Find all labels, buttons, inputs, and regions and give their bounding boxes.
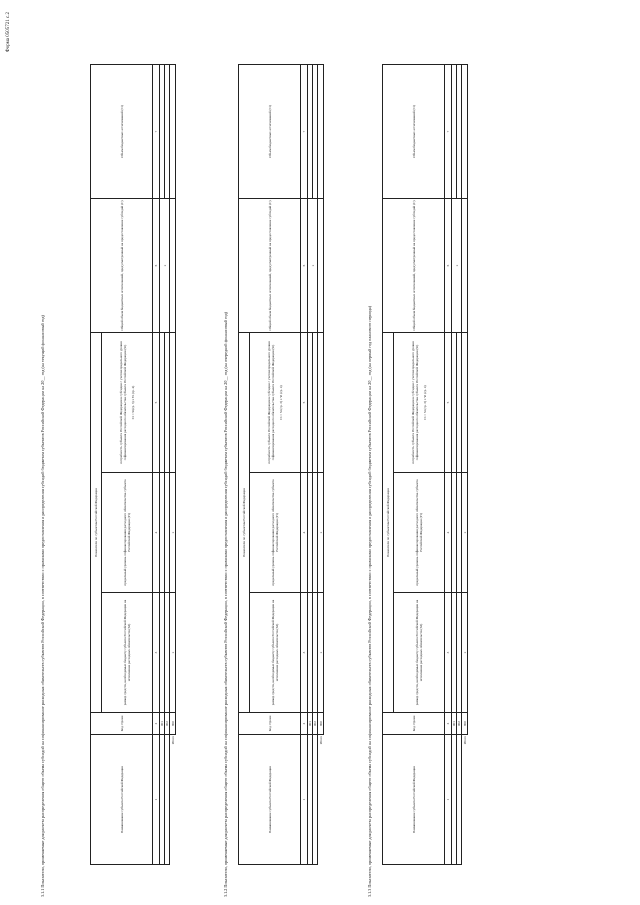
col-num: 7 — [153, 65, 160, 199]
cell-x: x — [170, 593, 176, 713]
total-label: Итого — [319, 736, 324, 745]
col-num: 6 — [153, 199, 160, 333]
section-title-3-1-1: 3.1.1 Показатели, применяемые для расчета распределения общего объема субсидий на софинансирование расходных обязательств субъектов Российской Федерации, в соответствии с правилами предоставления и распределения субсидий бюджетам субъектов Российской Федерации на 20__ год (на текущий финансовый год) — [40, 315, 45, 897]
total-code: 900 — [170, 713, 176, 735]
col-num: 5 — [153, 333, 160, 473]
cell-x: x — [170, 473, 176, 593]
total-row — [170, 65, 176, 865]
total-code: 900 — [462, 713, 468, 735]
col-header-c3: размер средств, необходимых бюджету субъекта Российской Федерации на исполнение расходных обязательств (Sd) — [394, 593, 445, 713]
col-num: 6 — [301, 199, 308, 333]
col-header-code: Код строки — [383, 713, 445, 735]
col-header-c4: предельный уровень софинансирования расходного обязательства субъекта Российской Федерации (Yi) — [394, 473, 445, 593]
cell — [462, 199, 468, 333]
table-3-1-2 — [238, 64, 324, 865]
col-num: 7 — [301, 65, 308, 199]
form-code: Форма 0505721 с.2 — [6, 12, 11, 53]
col-num: 2 — [445, 713, 452, 735]
col-header-c5-text: потребность субъекта Российской Федерации в субсидии с учетом предельного уровня софинансирования расходного обязательства субъекта Российской Федерации (Si) — [411, 341, 419, 464]
col-header-c3: размер средств, необходимых бюджету субъекта Российской Федерации на исполнение расходных обязательств (Sd) — [250, 593, 301, 713]
col-header-c6: Общий объем бюджетных ассигнований, предусмотренный на предоставление субсидий (C) — [239, 199, 301, 333]
col-header-c4: предельный уровень софинансирования расходного обязательства субъекта Российской Федерации (Yi) — [250, 473, 301, 593]
total-label: Итого — [171, 736, 176, 745]
col-header-group: Показатели по субъектам Российской Федерации — [383, 333, 394, 713]
cell-x: x — [462, 473, 468, 593]
col-header-c5 — [102, 333, 153, 473]
col-num: 4 — [153, 473, 160, 593]
col-header-c5-formula: Ci = Si(гр. 3) x Yi (гр. 4) — [131, 385, 135, 420]
col-num: 2 — [153, 713, 160, 735]
row-code: 001 — [308, 713, 313, 735]
col-header-c7: Объем бюджетных ассигнований (Ci) — [239, 65, 301, 199]
cell-x: x — [160, 199, 170, 333]
col-header-c3: размер средств, необходимых бюджету субъекта Российской Федерации на исполнение расходных обязательств (Sd) — [102, 593, 153, 713]
col-header-code: Код строки — [239, 713, 301, 735]
cell-x: x — [318, 473, 324, 593]
cell — [462, 65, 468, 199]
col-header-group: Показатели по субъектам Российской Федерации — [91, 333, 102, 713]
col-header-code: Код строки — [91, 713, 153, 735]
row-code: 002 — [313, 713, 318, 735]
col-header-c5-formula: Ci = Si (гр. 3) x Yi (гр. 4) — [423, 385, 427, 420]
col-header-c5-formula: Ci = Si (гр. 3) x Yi (гр. 4) — [279, 385, 283, 420]
col-header-c5 — [250, 333, 301, 473]
col-header-c5-text: потребность субъекта Российской Федерации в субсидии с учетом предельного уровня софинансирования расходного обязательства субъекта Российской Федерации (Si) — [267, 341, 275, 464]
col-num: 5 — [445, 333, 452, 473]
col-header-c7: Объем бюджетных ассигнований (Ci) — [383, 65, 445, 199]
section-title-3-1-3: 3.1.3 Показатели, применяемые для расчета распределения общего объема субсидий на софинансирование расходных обязательств субъектов Российской Федерации, в соответствии с правилами предоставления и распределения субсидий бюджетам субъектов Российской Федерации на 20__ год (на первый год планового периода) — [367, 305, 372, 897]
table-3-1-3 — [382, 64, 468, 865]
col-num: 3 — [153, 593, 160, 713]
row-code: 002 — [457, 713, 462, 735]
col-header-name: Наименование субъекта Российской Федерации — [91, 735, 153, 865]
total-code: 900 — [318, 713, 324, 735]
cell — [170, 333, 176, 473]
col-header-group: Показатели по субъектам Российской Федерации — [239, 333, 250, 713]
col-header-name: Наименование субъекта Российской Федерации — [239, 735, 301, 865]
total-row — [462, 65, 468, 865]
col-num: 5 — [301, 333, 308, 473]
col-num: 2 — [301, 713, 308, 735]
total-row — [318, 65, 324, 865]
col-header-c6: Общий объем бюджетных ассигнований, предусмотренный на предоставление субсидий (C) — [383, 199, 445, 333]
cell — [170, 65, 176, 199]
cell — [170, 199, 176, 333]
table-3-1-1 — [90, 64, 176, 865]
col-num: 3 — [445, 593, 452, 713]
cell-x: x — [462, 593, 468, 713]
cell-x: x — [308, 199, 318, 333]
cell — [462, 333, 468, 473]
row-code: 002 — [165, 713, 170, 735]
cell — [318, 199, 324, 333]
col-header-c4: предельный уровень софинансирования расходного обязательства субъекта Российской Федерации (Yi) — [102, 473, 153, 593]
col-num: 1 — [153, 735, 160, 865]
col-num: 4 — [301, 473, 308, 593]
col-header-c7: Объем бюджетных ассигнований (Ci) — [91, 65, 153, 199]
col-num: 4 — [445, 473, 452, 593]
col-header-c5-text: потребность субъекта Российской Федерации в субсидии с учетом предельного уровня софинансирования расходного обязательства субъекта Российской Федерации (Si) — [119, 341, 127, 464]
col-num: 6 — [445, 199, 452, 333]
col-num: 3 — [301, 593, 308, 713]
cell-x: x — [318, 593, 324, 713]
col-num: 1 — [301, 735, 308, 865]
col-header-c5 — [394, 333, 445, 473]
row-code: 001 — [160, 713, 165, 735]
section-title-3-1-2: 3.1.2 Показатели, применяемые для расчета распределения общего объема субсидий на софинансирование расходных обязательств субъектов Российской Федерации, в соответствии с правилами предоставления и распределения субсидий бюджетам субъектов Российской Федерации на 20__ год (на очередной финансовый год) — [223, 311, 228, 897]
cell — [318, 65, 324, 199]
col-header-name: Наименование субъекта Российской Федерации — [383, 735, 445, 865]
col-num: 7 — [445, 65, 452, 199]
cell — [318, 333, 324, 473]
cell-x: x — [452, 199, 462, 333]
col-num: 1 — [445, 735, 452, 865]
col-header-c6: Общий объем бюджетных ассигнований, предусмотренный на предоставление субсидий (C) — [91, 199, 153, 333]
total-label: Итого — [463, 736, 468, 745]
row-code: 001 — [452, 713, 457, 735]
